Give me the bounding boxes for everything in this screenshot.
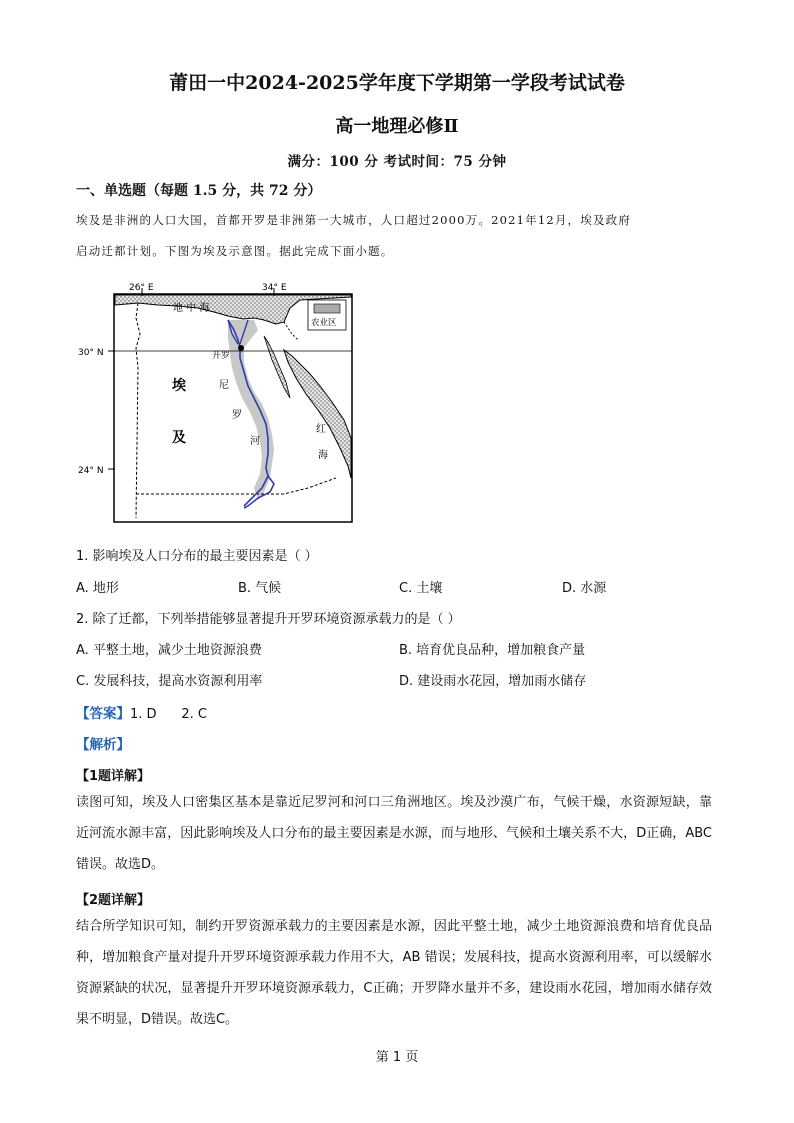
exam-title: 莆田一中2024-2025学年度下学期第一学段考试试卷 — [169, 72, 625, 94]
label-egypt-2: 及 — [172, 430, 186, 446]
label-nile-3: 河 — [250, 436, 260, 447]
lon-label-26: 26° E — [129, 283, 154, 293]
label-nile-1: 尼 — [219, 380, 229, 391]
q2-option-d: D. 建设雨水花园，增加雨水储存 — [399, 674, 587, 689]
lat-label-24: 24° N — [78, 466, 104, 476]
q1-detail-label: 【1题详解】 — [76, 769, 151, 784]
question-1-stem: 1. 影响埃及人口分布的最主要因素是（ ） — [76, 549, 318, 564]
answer-text: 1. D 2. C — [130, 707, 207, 722]
page-number: 第 1 页 — [375, 1050, 419, 1065]
lon-label-34: 34° E — [262, 283, 287, 293]
label-red-sea-1: 红 — [316, 424, 326, 435]
legend-label: 农业区 — [311, 318, 337, 328]
analysis-label: 【解析】 — [76, 737, 130, 753]
q1-option-c: C. 土壤 — [399, 581, 443, 596]
label-nile-2: 罗 — [232, 410, 242, 421]
cairo-dot — [238, 345, 244, 351]
analysis-label-line — [76, 733, 130, 753]
legend-swatch — [314, 304, 340, 313]
q1-option-a: A. 地形 — [76, 581, 119, 596]
label-egypt-1: 埃 — [172, 378, 186, 394]
section-title: 一、单选题（每题 1.5 分，共 72 分） — [76, 183, 322, 199]
q2-option-b: B. 培育优良品种，增加粮食产量 — [399, 643, 586, 658]
q2-option-c: C. 发展科技，提高水资源利用率 — [76, 674, 263, 689]
q1-option-d: D. 水源 — [562, 581, 607, 596]
q2-detail-label: 【2题详解】 — [76, 893, 151, 908]
exam-meta: 满分：100 分 考试时间：75 分钟 — [287, 154, 507, 170]
egypt-map — [78, 278, 374, 528]
q2-detail-text: 结合所学知识可知，制约开罗资源承载力的主要因素是水源，因此平整土地，减少土地资源浪费和培育优良品种，增加粮食产量对提升开罗环境资源承载力作用不大，AB 错误；发展科技，提高水资源利用率，可以缓解水资源紧缺的状况，显著提升开罗环境资源承载力，C正确；开罗降水量并不多，建设雨水花园，增加雨水储存效果不明显，D错误。故选C。 — [76, 919, 712, 1027]
lat-label-30: 30° N — [78, 348, 104, 358]
q2-option-a: A. 平整土地，减少土地资源浪费 — [76, 643, 262, 658]
q1-detail-text: 读图可知，埃及人口密集区基本是靠近尼罗河和河口三角洲地区。埃及沙漠广布，气候干燥，水资源短缺，靠近河流水源丰富，因此影响埃及人口分布的最主要因素是水源，而与地形、气候和土壤关系不大，D正确，ABC 错误。故选D。 — [76, 795, 712, 872]
label-cairo: 开罗 — [212, 351, 231, 361]
label-mediterranean: 地 中 海 — [173, 303, 210, 314]
intro-line-2: 启动迁都计划。下图为埃及示意图。据此完成下面小题。 — [76, 244, 394, 258]
intro-line-1: 埃及是非洲的人口大国，首都开罗是非洲第一大城市，人口超过2000万。2021年12月，埃及政府 — [76, 213, 632, 227]
question-2-stem: 2. 除了迁都，下列举措能够显著提升开罗环境资源承载力的是（ ） — [76, 612, 461, 627]
answer-label: 【答案】 — [76, 706, 130, 722]
label-red-sea-2: 海 — [318, 450, 328, 461]
q1-option-b: B. 气候 — [238, 581, 282, 596]
answer-line — [76, 702, 207, 722]
exam-subtitle: 高一地理必修Ⅱ — [335, 116, 459, 137]
